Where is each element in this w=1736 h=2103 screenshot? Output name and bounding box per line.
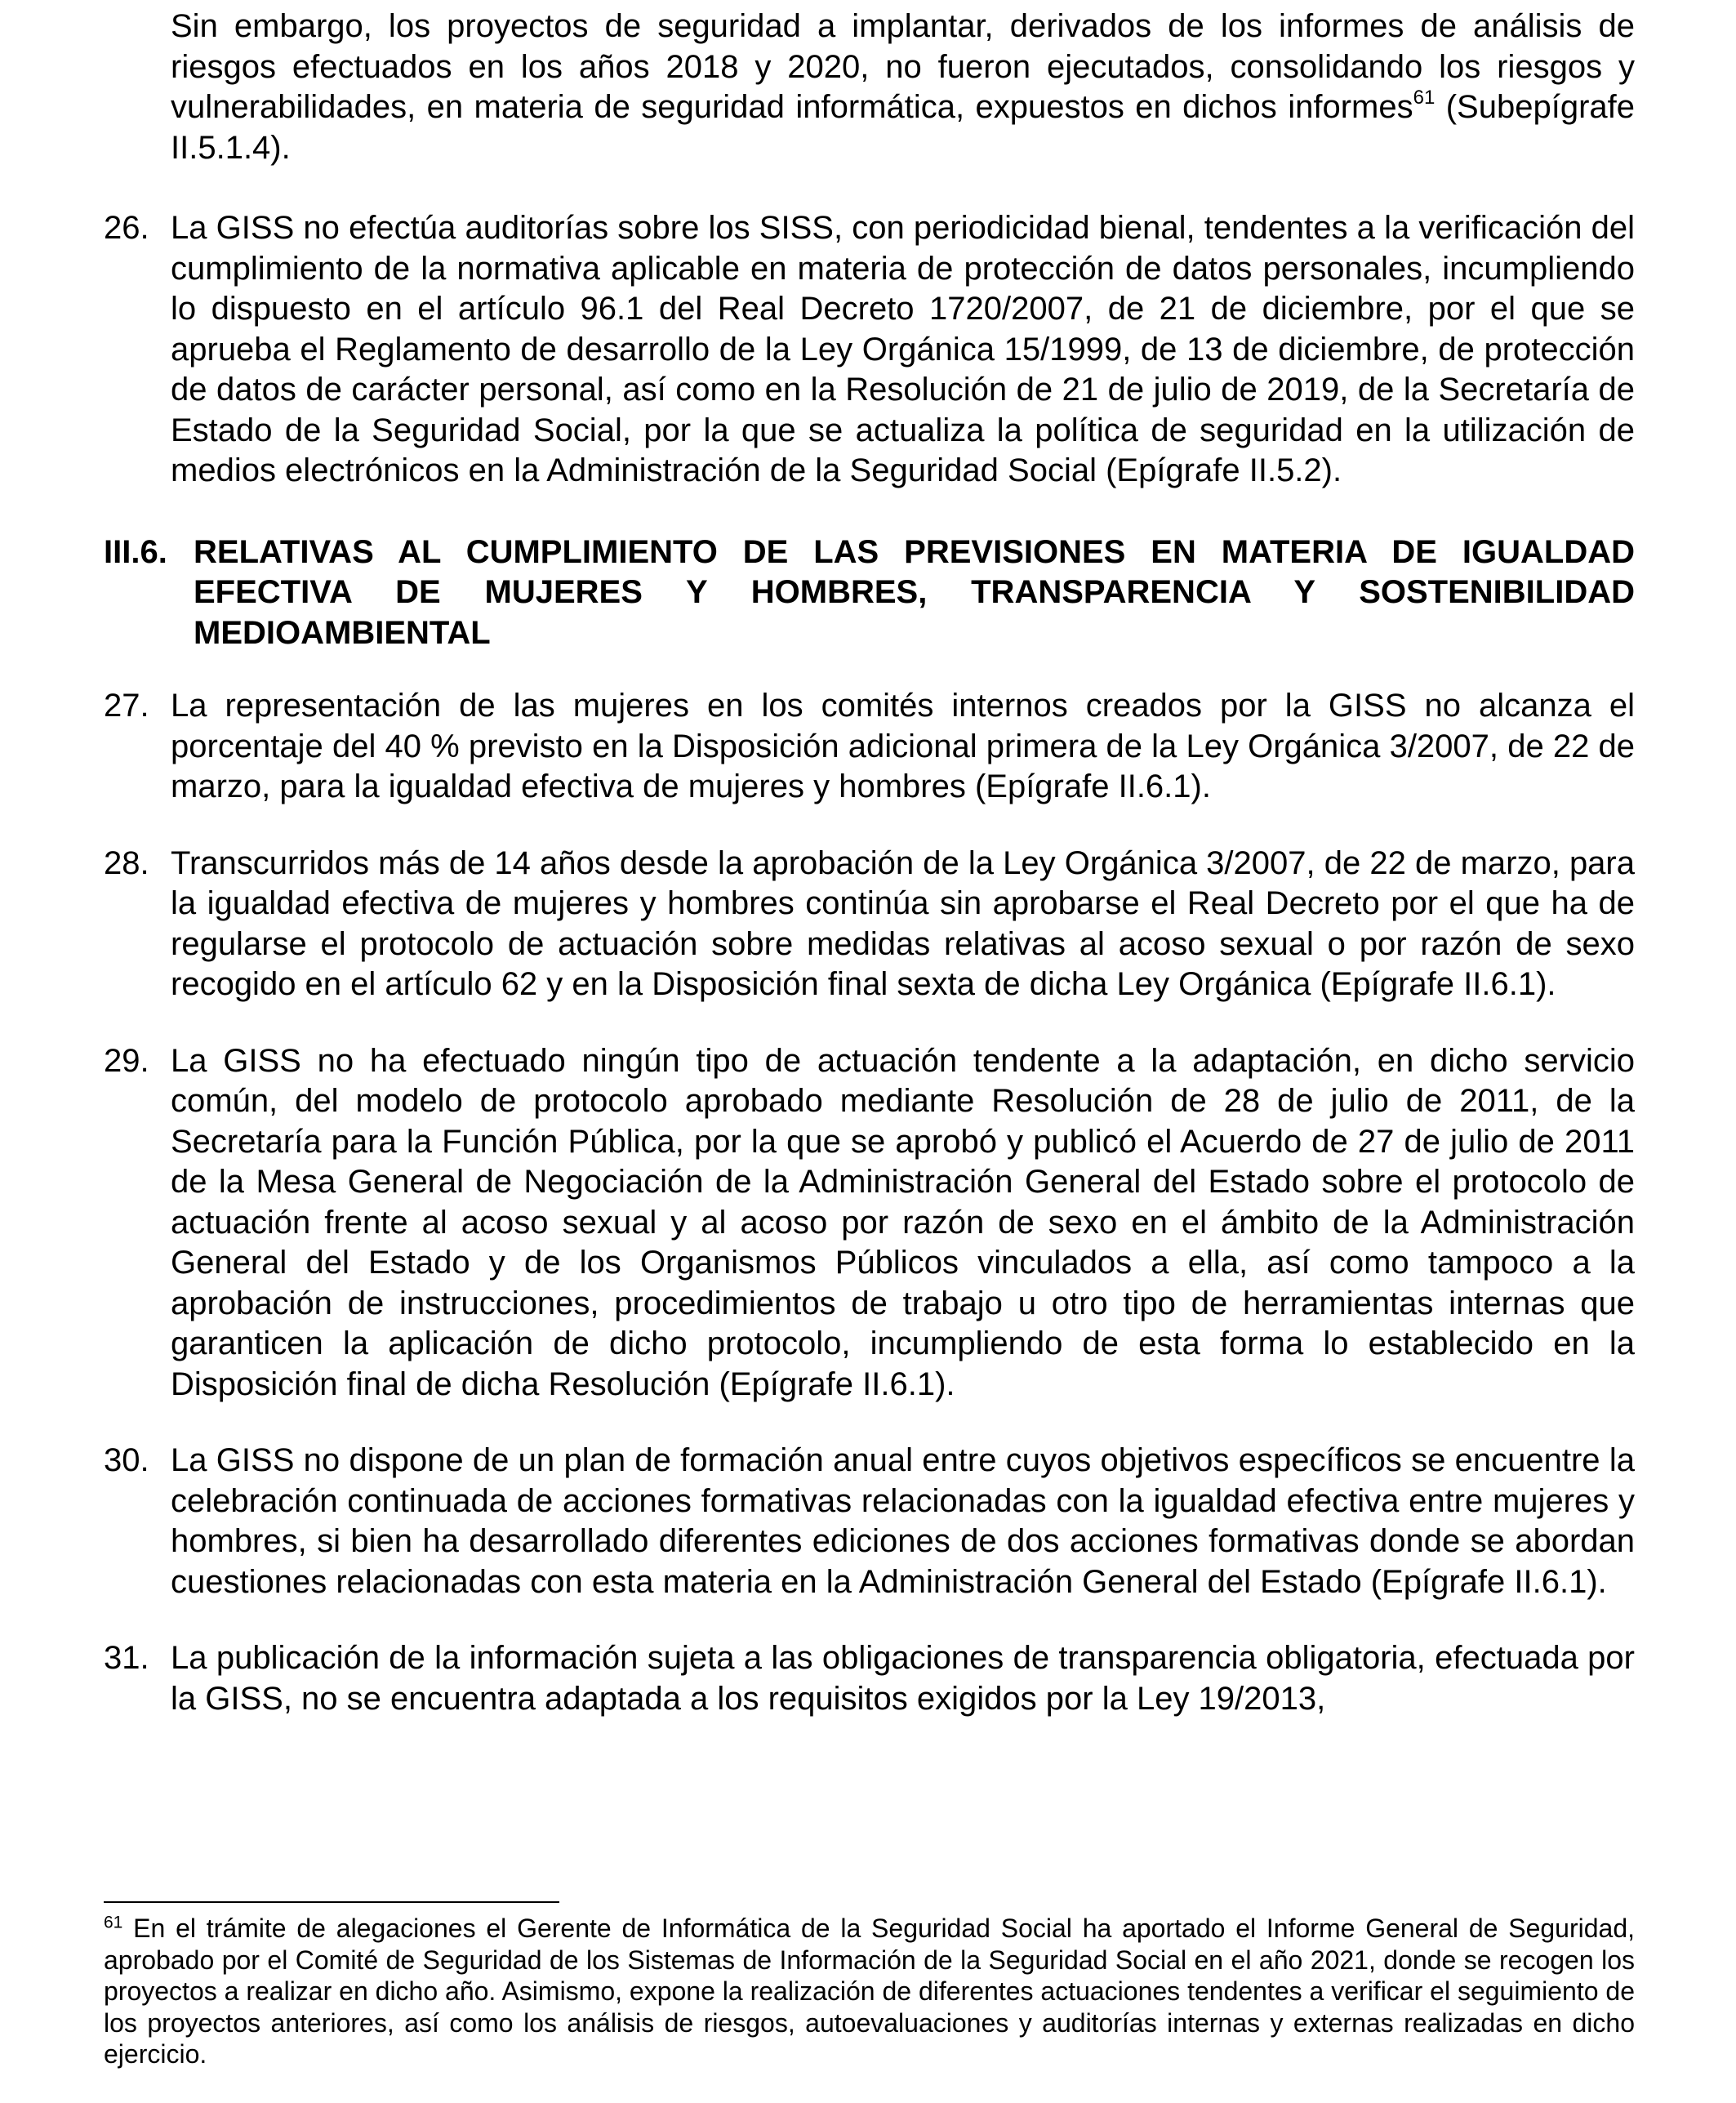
intro-paragraph xyxy=(171,7,1635,168)
item-text: La publicación de la información sujeta a las obligaciones de transparencia obligatoria, efectuada por la GISS, no se encuentra adaptada a los requisitos exigidos por la Ley 19/2013, xyxy=(171,1640,1635,1717)
section-title: RELATIVAS AL CUMPLIMIENTO DE LAS PREVISIONES EN MATERIA DE IGUALDAD EFECTIVA DE MUJERES Y HOMBRES, TRANSPARENCIA Y SOSTENIBILIDAD MEDIOAMBIENTAL xyxy=(194,533,1635,651)
item-number: 27. xyxy=(104,688,149,724)
item-number: 31. xyxy=(104,1640,149,1676)
item-number: 26. xyxy=(104,210,149,246)
list-item-28 xyxy=(104,844,1635,1005)
footnote-number: 61 xyxy=(104,1913,123,1932)
item-text: Transcurridos más de 14 años desde la aprobación de la Ley Orgánica 3/2007, de 22 de marzo, para la igualdad efectiva de mujeres y hombres continúa sin aprobarse el Real Decreto por el que ha de regularse el protocolo de actuación sobre medidas relativas al acoso sexual o por razón de sexo recogido en el artículo 62 y en la Disposición final sexta de dicha Ley Orgánica (Epígrafe II.6.1). xyxy=(171,844,1635,1002)
list-item-29 xyxy=(104,1041,1635,1406)
item-text: La GISS no dispone de un plan de formación anual entre cuyos objetivos específicos se encuentre la celebración continuada de acciones formativas relacionadas con la igualdad efectiva entre mujeres y hombres, si bien ha desarrollado diferentes ediciones de dos acciones formativas donde se abordan cuestiones relacionadas con esta materia en la Administración General del Estado (Epígrafe II.6.1). xyxy=(171,1442,1635,1600)
item-text: La GISS no efectúa auditorías sobre los SISS, con periodicidad bienal, tendentes a la verificación del cumplimiento de la normativa aplicable en materia de protección de datos personales, incumpliendo lo dispuesto en el artículo 96.1 del Real Decreto 1720/2007, de 21 de diciembre, por el que se aprueba el Reglamento de desarrollo de la Ley Orgánica 15/1999, de 13 de diciembre, de protección de datos de carácter personal, así como en la Resolución de 21 de julio de 2019, de la Secretaría de Estado de la Seguridad Social, por la que se actualiza la política de seguridad en la utilización de medios electrónicos en la Administración de la Seguridad Social (Epígrafe II.5.2). xyxy=(171,210,1635,488)
footnote-separator xyxy=(104,1901,559,1903)
section-heading xyxy=(104,532,1635,654)
intro-tail: (Subepígrafe II.5.1.4). xyxy=(171,89,1636,166)
footnote-text: En el trámite de alegaciones el Gerente de Informática de la Seguridad Social ha aportado el Informe General de Seguridad, aprobado por el Comité de Seguridad de los Sistemas de Información de la Seguridad Social en el año 2021, donde se recogen los proyectos a realizar en dicho año. Asimismo, expone la realización de diferentes actuaciones tendentes a verificar el seguimiento de los proyectos anteriores, así como los análisis de riesgos, autoevaluaciones y auditorías internas y externas realizadas en dicho ejercicio. xyxy=(104,1914,1635,2069)
footnote-reference[interactable]: 61 xyxy=(1413,86,1436,109)
list-item-31 xyxy=(104,1638,1635,1719)
item-text: La representación de las mujeres en los comités internos creados por la GISS no alcanza el porcentaje del 40 % previsto en la Disposición adicional primera de la Ley Orgánica 3/2007, de 22 de marzo, para la igualdad efectiva de mujeres y hombres (Epígrafe II.6.1). xyxy=(171,688,1635,804)
list-item-26 xyxy=(104,208,1635,492)
item-number: 29. xyxy=(104,1042,149,1079)
item-number: 28. xyxy=(104,844,149,881)
item-number: 30. xyxy=(104,1442,149,1478)
item-text: La GISS no ha efectuado ningún tipo de actuación tendente a la adaptación, en dicho servicio común, del modelo de protocolo aprobado mediante Resolución de 28 de julio de 2011, de la Secretaría para la Función Pública, por la que se aprobó y publicó el Acuerdo de 27 de julio de 2011 de la Mesa General de Negociación de la Administración General del Estado sobre el protocolo de actuación frente al acoso sexual y al acoso por razón de sexo en el ámbito de la Administración General del Estado y de los Organismos Públicos vinculados a ella, así como tampoco a la aprobación de instrucciones, procedimientos de trabajo u otro tipo de herramientas internas que garanticen la aplicación de dicho protocolo, incumpliendo de esta forma lo establecido en la Disposición final de dicha Resolución (Epígrafe II.6.1). xyxy=(171,1042,1635,1402)
footnote xyxy=(104,1913,1635,2070)
list-item-30 xyxy=(104,1441,1635,1602)
section-number: III.6. xyxy=(104,533,167,570)
document-page xyxy=(104,7,1635,1719)
intro-text: Sin embargo, los proyectos de seguridad a implantar, derivados de los informes de análisis de riesgos efectuados en los años 2018 y 2020, no fueron ejecutados, consolidando los riesgos y vulnerabilidades, en materia de seguridad informática, expuestos en dichos informes xyxy=(171,8,1635,125)
list-item-27 xyxy=(104,686,1635,808)
